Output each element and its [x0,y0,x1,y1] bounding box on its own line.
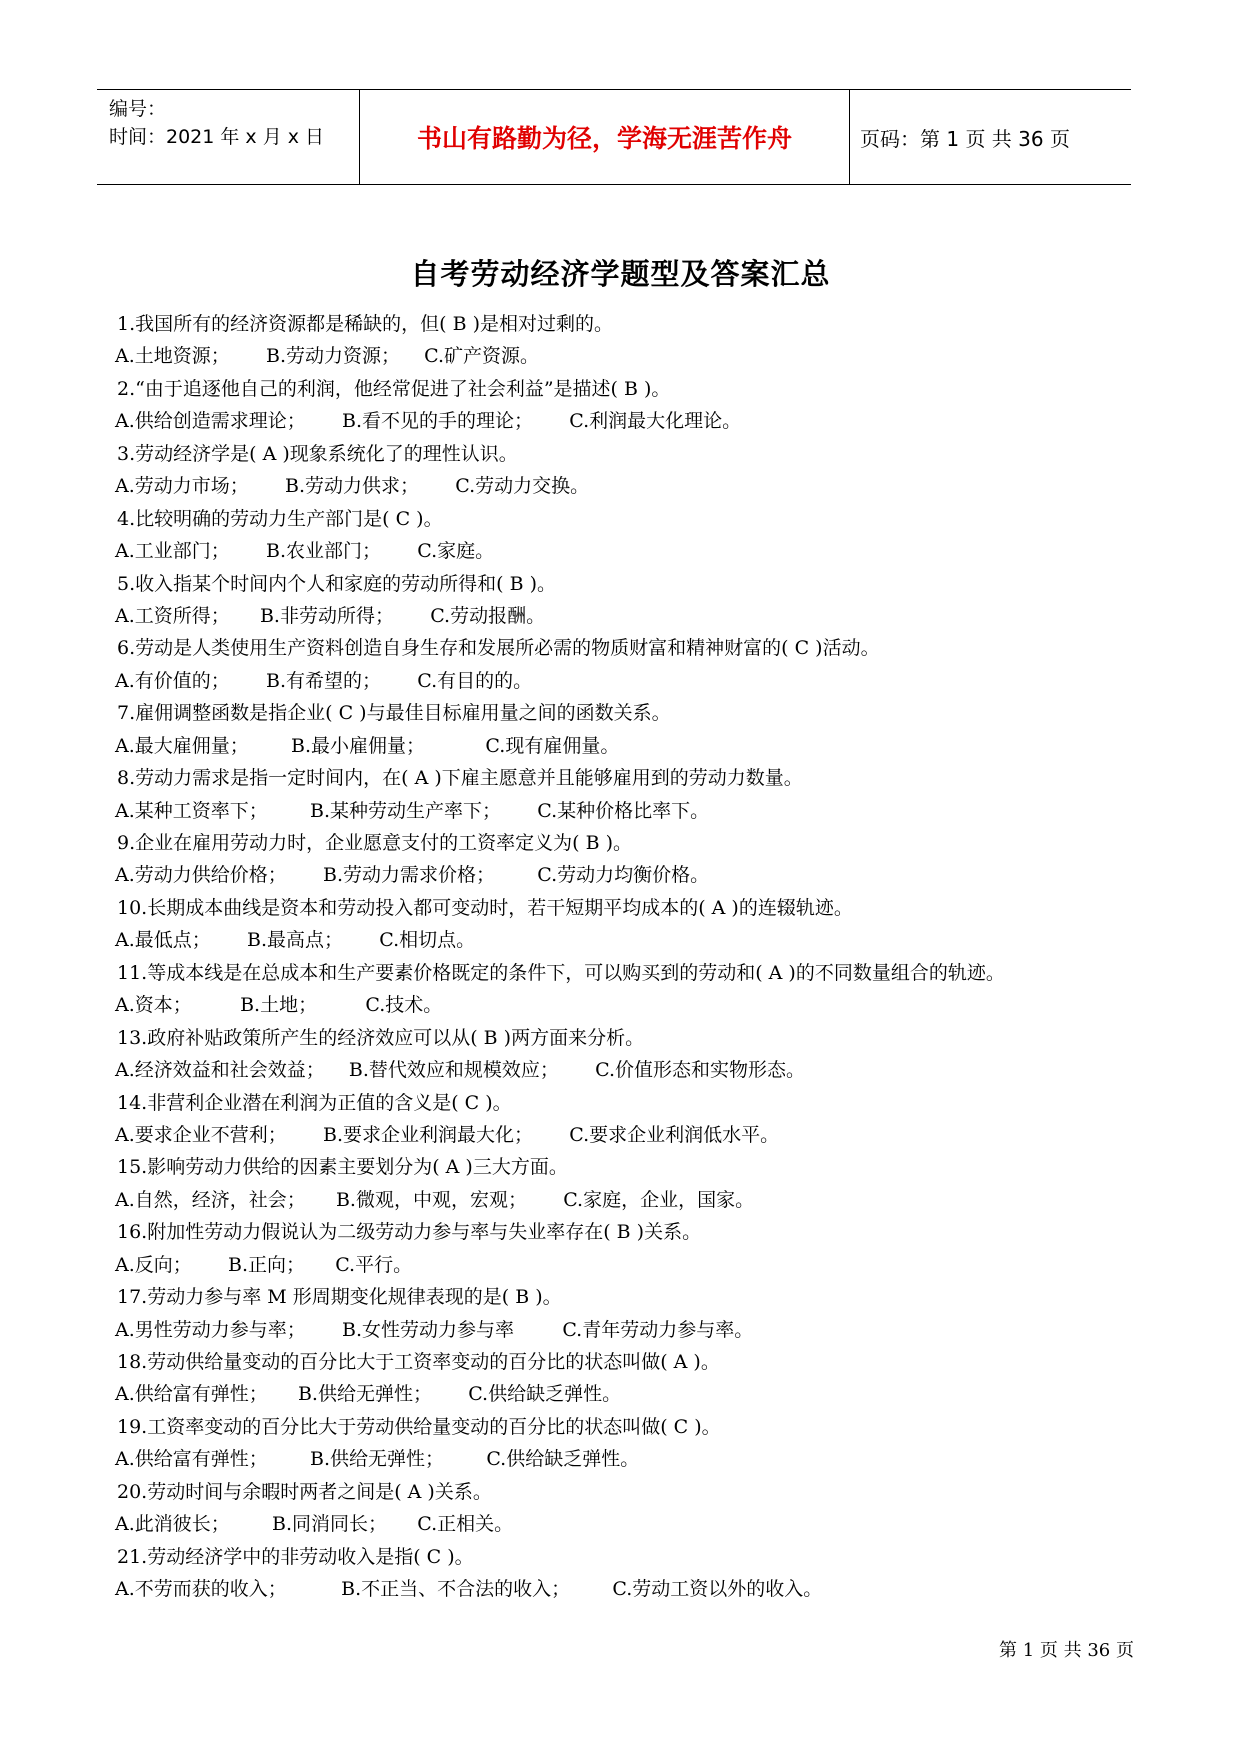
question-text: 13.政府补贴政策所产生的经济效应可以从( B )两方面来分析。 [117,1026,645,1049]
document-title: 自考劳动经济学题型及答案汇总 [410,257,831,291]
question-options: A.土地资源； B.劳动力资源； C.矿产资源。 [115,345,540,368]
question-text: 19.工资率变动的百分比大于劳动供给量变动的百分比的状态叫做( C )。 [117,1415,721,1438]
question-text: 7.雇佣调整函数是指企业( C )与最佳目标雇用量之间的函数关系。 [117,702,671,725]
page-footer: 第 1 页 共 36 页 [999,1640,1134,1661]
question-options: A.某种工资率下； B.某种劳动生产率下； C.某种价格比率下。 [115,799,710,822]
question-text: 2.“由于追逐他自己的利润，他经常促进了社会利益”是描述( B )。 [117,377,671,400]
header-meta [109,90,359,184]
question-text: 6.劳动是人类使用生产资料创造自身生存和发展所必需的物质财富和精神财富的( C )活动。 [117,637,880,660]
question-options: A.不劳而获的收入； B.不正当、不合法的收入； C.劳动工资以外的收入。 [115,1578,823,1601]
question-text: 8.劳动力需求是指一定时间内，在( A )下雇主愿意并且能够雇用到的劳动力数量。 [117,767,803,790]
question-text: 10.长期成本曲线是资本和劳动投入都可变动时，若干短期平均成本的( A )的连辍轨迹。 [117,896,853,919]
page-header [97,89,1131,185]
header-page-info: 页码：第 1 页 共 36 页 [860,126,1070,151]
question-options: A.供给富有弹性； B.供给无弹性； C.供给缺乏弹性。 [115,1448,640,1471]
question-options: A.经济效益和社会效益； B.替代效应和规模效应； C.价值形态和实物形态。 [115,1059,806,1082]
question-text: 5.收入指某个时间内个人和家庭的劳动所得和( B )。 [117,572,556,595]
question-options: A.此消彼长； B.同消同长； C.正相关。 [115,1513,514,1536]
question-options: A.最低点； B.最高点； C.相切点。 [115,929,476,952]
question-options: A.最大雇佣量； B.最小雇佣量； C.现有雇佣量。 [115,734,620,757]
question-options: A.男性劳动力参与率； B.女性劳动力参与率 C.青年劳动力参与率。 [115,1318,754,1341]
question-options: A.工业部门； B.农业部门； C.家庭。 [115,540,495,563]
question-text: 15.影响劳动力供给的因素主要划分为( A )三大方面。 [117,1156,568,1179]
document-number-label: 编号： [109,98,167,120]
question-options: A.工资所得； B.非劳动所得； C.劳动报酬。 [115,604,546,627]
document-time-label: 时间：2021 年 x 月 x 日 [109,126,325,148]
question-text: 18.劳动供给量变动的百分比大于工资率变动的百分比的状态叫做( A )。 [117,1351,720,1373]
question-text: 21.劳动经济学中的非劳动收入是指( C )。 [117,1545,474,1568]
question-text: 14.非营利企业潜在利润为正值的含义是( C )。 [117,1091,512,1114]
question-options: A.有价值的； B.有希望的； C.有目的的。 [115,669,533,692]
header-motto: 书山有路勤为径，学海无涯苦作舟 [416,124,792,153]
question-options: A.要求企业不营利； B.要求企业利润最大化； C.要求企业利润低水平。 [115,1123,780,1146]
question-options: A.自然，经济，社会； B.微观，中观，宏观； C.家庭，企业，国家。 [115,1188,755,1211]
question-list [117,308,1137,1606]
question-text: 1.我国所有的经济资源都是稀缺的，但( B )是相对过剩的。 [117,313,613,335]
question-text: 4.比较明确的劳动力生产部门是( C )。 [117,507,443,530]
question-options: A.资本； B.土地； C.技术。 [115,994,443,1017]
question-options: A.供给创造需求理论； B.看不见的手的理论； C.利润最大化理论。 [115,410,742,433]
question-options: A.反向； B.正向； C.平行。 [115,1253,413,1276]
question-text: 11.等成本线是在总成本和生产要素价格既定的条件下，可以购买到的劳动和( A )的不同数量组合的轨迹。 [117,961,1005,984]
question-text: 20.劳动时间与余暇时两者之间是( A )关系。 [117,1480,492,1503]
question-options: A.劳动力市场； B.劳动力供求； C.劳动力交换。 [115,475,590,498]
question-options: A.供给富有弹性； B.供给无弹性； C.供给缺乏弹性。 [115,1383,622,1406]
question-text: 3.劳动经济学是( A )现象系统化了的理性认识。 [117,442,518,465]
question-text: 16.附加性劳动力假说认为二级劳动力参与率与失业率存在( B )关系。 [117,1221,702,1244]
question-text: 9.企业在雇用劳动力时，企业愿意支付的工资率定义为( B )。 [117,832,632,854]
question-options: A.劳动力供给价格； B.劳动力需求价格； C.劳动力均衡价格。 [115,864,710,887]
question-text: 17.劳动力参与率 M 形周期变化规律表现的是( B )。 [117,1286,562,1309]
